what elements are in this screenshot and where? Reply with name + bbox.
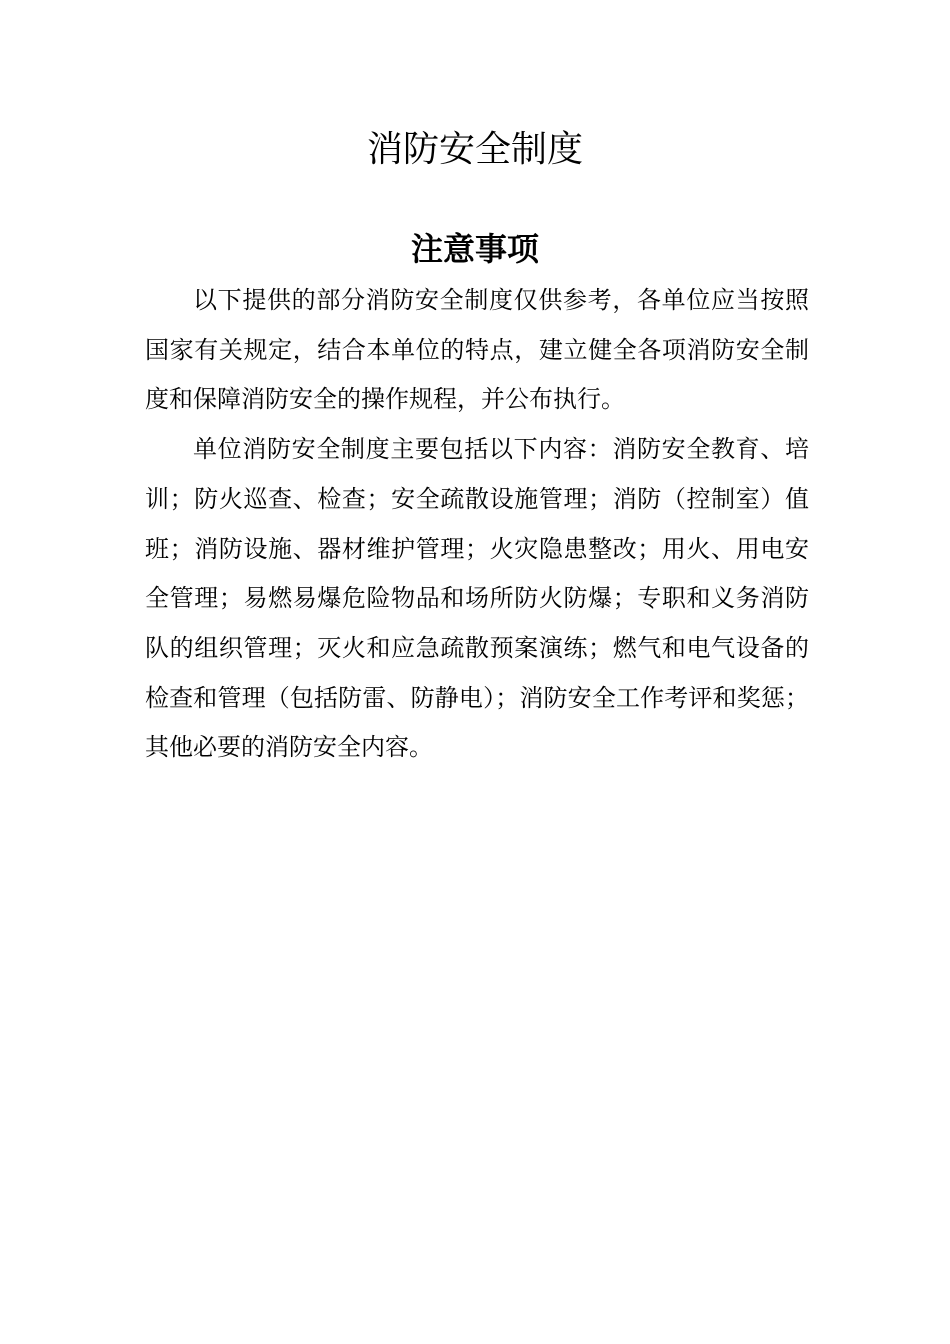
- section-heading: 注意事项: [410, 230, 539, 268]
- document-title: 消防安全制度: [366, 129, 583, 170]
- body-text: [145, 276, 809, 773]
- paragraph: 以下提供的部分消防安全制度仅供参考，各单位应当按照国家有关规定，结合本单位的特点，建立健全各项消防安全制度和保障消防安全的操作规程，并公布执行。: [145, 286, 809, 414]
- paragraph: 单位消防安全制度主要包括以下内容：消防安全教育、培训；防火巡查、检查；安全疏散设施管理；消防（控制室）值班；消防设施、器材维护管理；火灾隐患整改；用火、用电安全管理；易燃易爆危险物品和场所防火防爆；专职和义务消防队的组织管理；灭火和应急疏散预案演练；燃气和电气设备的检查和管理（包括防雷、防静电）；消防安全工作考评和奖惩；其他必要的消防安全内容。: [145, 435, 809, 762]
